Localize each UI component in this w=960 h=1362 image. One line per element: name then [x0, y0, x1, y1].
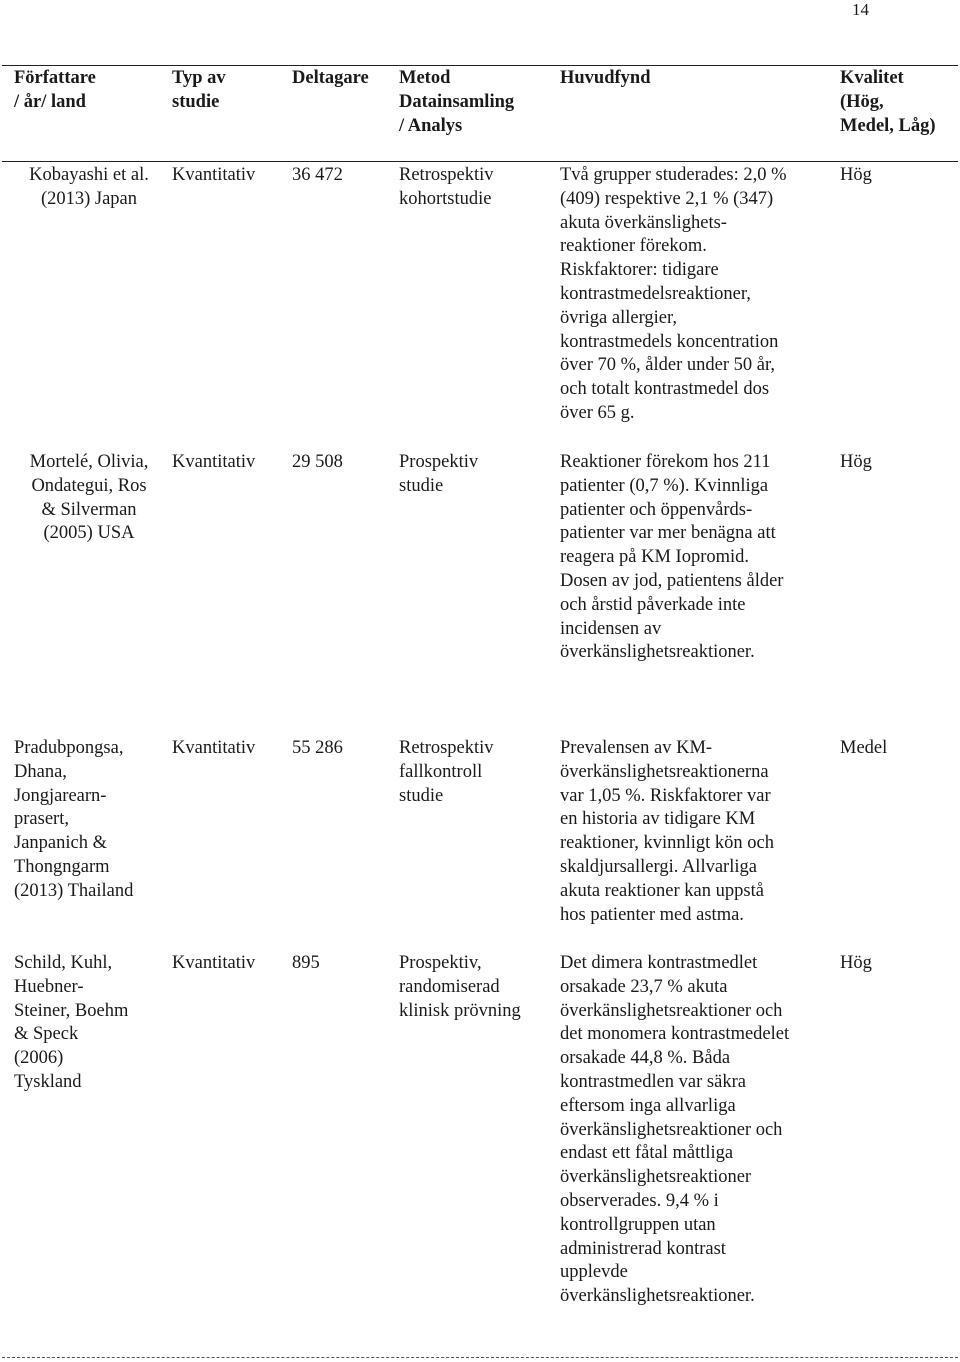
cell-method: Prospektiv, randomiserad klinisk prövning — [399, 953, 521, 1021]
page-number: 14 — [852, 0, 869, 19]
cell-findings: Två grupper studerades: 2,0 % (409) respektive 2,1 % (347) akuta överkänslighets- reaktioner förekom. Riskfaktorer: tidigare kontrastmedelsreaktioner, övriga allergier, kontrastmedels koncentration över 70 %, ålder under 50 år, och totalt kontrastmedel dos över 65 g. — [560, 165, 787, 423]
header-method: Metod Datainsamling / Analys — [399, 68, 515, 136]
cell-author: Pradubpongsa, Dhana, Jongjarearn- prasert, Janpanich & Thongngarm (2013) Thailand — [14, 738, 134, 901]
cell-study-type: Kvantitativ — [172, 953, 256, 973]
header-participants: Deltagare — [292, 68, 369, 88]
cell-quality: Hög — [840, 452, 872, 472]
cell-author: Schild, Kuhl, Huebner- Steiner, Boehm & Speck (2006) Tyskland — [14, 953, 129, 1092]
cell-method: Prospektiv studie — [399, 452, 479, 496]
header-author: Författare / år/ land — [14, 68, 96, 112]
table-bottom-rule — [2, 1357, 958, 1358]
cell-quality: Hög — [840, 165, 872, 185]
cell-participants: 55 286 — [292, 738, 343, 758]
cell-participants: 36 472 — [292, 165, 343, 185]
cell-quality: Medel — [840, 738, 888, 758]
cell-participants: 29 508 — [292, 452, 343, 472]
cell-study-type: Kvantitativ — [172, 165, 256, 185]
cell-method: Retrospektiv kohortstudie — [399, 165, 494, 209]
cell-author: Kobayashi et al. (2013) Japan — [29, 165, 149, 209]
cell-method: Retrospektiv fallkontroll studie — [399, 738, 494, 806]
cell-author: Mortelé, Olivia, Ondategui, Ros & Silverman (2005) USA — [29, 452, 149, 544]
cell-findings: Det dimera kontrastmedlet orsakade 23,7 % akuta överkänslighetsreaktioner och det monomera kontrastmedelet orsakade 44,8 %. Båda kontrastmedlen var säkra eftersom inga allvarliga överkänslighetsreaktioner och endast ett fåtal måttliga överkänslighetsreaktioner observerades. 9,4 % i kontrollgruppen utan administrerad kontrast upplevde överkänslighetsreaktioner. — [560, 953, 790, 1307]
header-study-type: Typ av studie — [172, 68, 226, 112]
cell-findings: Reaktioner förekom hos 211 patienter (0,7 %). Kvinnliga patienter och öppenvårds- patienter var mer benägna att reagera på KM Iopromid. Dosen av jod, patientens ålder och årstid påverkade inte incidensen av överkänslighetsreaktioner. — [560, 452, 784, 663]
header-quality: Kvalitet (Hög, Medel, Låg) — [840, 68, 936, 136]
cell-findings: Prevalensen av KM- överkänslighetsreaktionerna var 1,05 %. Riskfaktorer var en historia av tidigare KM reaktioner, kvinnligt kön och skaldjursallergi. Allvarliga akuta reaktioner kan uppstå hos patienter med astma. — [560, 738, 775, 925]
table-top-rule — [2, 65, 958, 66]
cell-participants: 895 — [292, 953, 320, 973]
cell-study-type: Kvantitativ — [172, 452, 256, 472]
cell-quality: Hög — [840, 953, 872, 973]
cell-study-type: Kvantitativ — [172, 738, 256, 758]
table-header-rule — [2, 161, 958, 162]
header-findings: Huvudfynd — [560, 68, 651, 88]
